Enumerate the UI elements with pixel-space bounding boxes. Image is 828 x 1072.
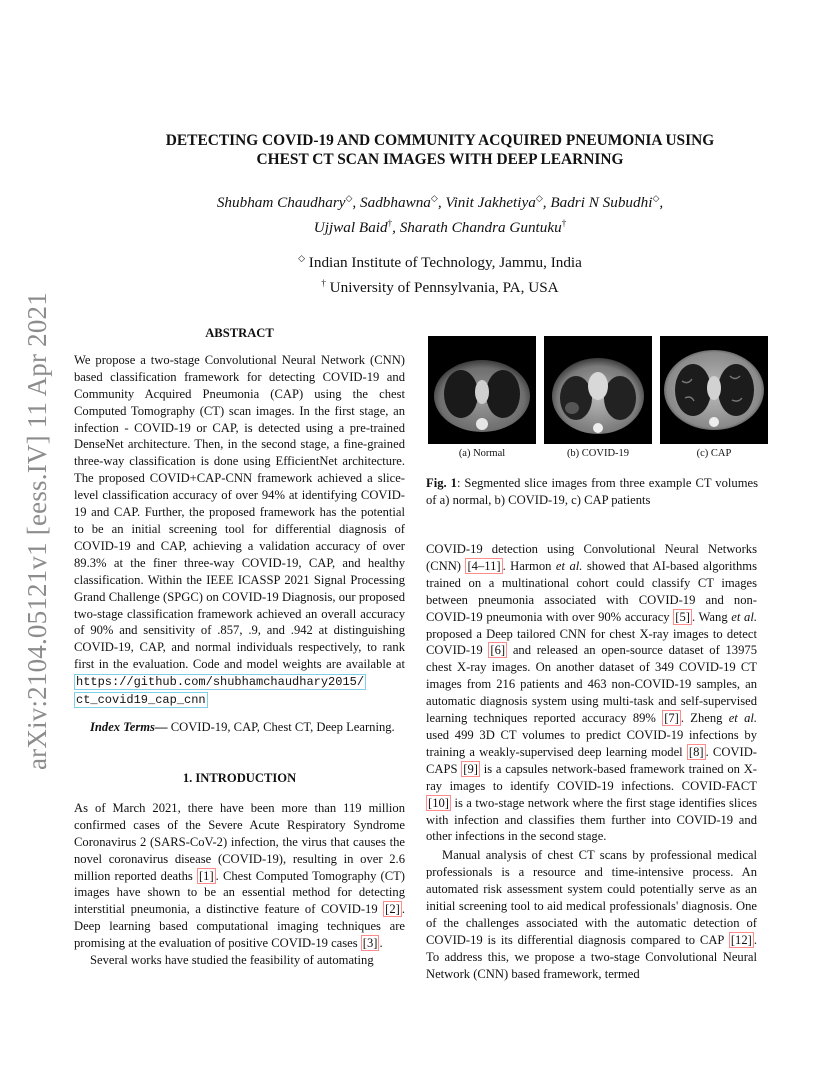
- author-name: Shubham Chaudhary: [216, 194, 346, 211]
- author-name: Badri N Subudhi: [550, 194, 653, 211]
- intro-text: As of March 2021, there have been more than 119 million confirmed cases of the Severe Acute Respiratory Syndrome Coronavirus 2 (SARS-CoV-2) infection, the virus that causes the novel coronavirus disease (COVID-19), resulting in over 2.6 million reported deaths: [74, 800, 405, 883]
- et-al: et al.: [731, 609, 758, 624]
- body-text: showed that AI-based algorithms trained on a multinational cohort could classify CT images between pneumonia associated with COVID-19 and non-COVID-19 pneumonia with over 90% accuracy: [426, 558, 757, 624]
- affiliation-mark: ◇: [345, 193, 353, 203]
- author-line-2: Ujjwal Baid†, Sharath Chandra Guntuku†: [313, 218, 567, 236]
- citation-link[interactable]: [2]: [385, 902, 400, 917]
- body-text: is a capsules network-based framework trained on X-ray images to identify COVID-19 infections. COVID-FACT: [426, 761, 757, 793]
- affiliation-mark: †: [561, 218, 567, 228]
- ct-image-normal: [428, 336, 536, 444]
- citation-link[interactable]: [7]: [664, 711, 679, 726]
- introduction-section: [74, 770, 405, 969]
- code-link-continued[interactable]: ct_covid19_cap_cnn: [76, 693, 206, 708]
- citation-link[interactable]: [5]: [675, 609, 690, 624]
- citation-link[interactable]: [9]: [463, 761, 478, 776]
- title-line-2: CHEST CT SCAN IMAGES WITH DEEP LEARNING: [256, 151, 624, 168]
- affiliation-2: [90, 273, 790, 298]
- affiliation-1: [90, 248, 790, 273]
- related-work-text: [426, 541, 757, 983]
- right-paragraph-2: [426, 847, 757, 982]
- affiliation-text: Indian Institute of Technology, Jammu, India: [308, 254, 582, 271]
- affiliation-text: University of Pennsylvania, PA, USA: [329, 279, 559, 296]
- ct-image-covid19: [544, 336, 652, 444]
- body-text: . COVID-CAPS: [426, 744, 757, 776]
- body-text: proposed a Deep tailored CNN for chest X-ray images to detect COVID-19: [426, 626, 757, 658]
- index-terms-label: Index Terms—: [90, 719, 168, 734]
- citation-link[interactable]: [4–11]: [467, 558, 501, 573]
- body-text: and released an open-source dataset of 13975 chest X-ray images. On another dataset of 349 COVID-19 CT images from 216 patients and 463 non-COVID-19 samples, an automatic diagnosis system using multi-task and self-supervised learning techniques reported accuracy 89%: [426, 643, 757, 726]
- figure-1-images: [428, 336, 768, 444]
- body-text: used 499 3D CT volumes to predict COVID-19 infections by training a weakly-supervised deep learning model: [426, 727, 757, 759]
- affiliation-mark: †: [387, 218, 393, 228]
- intro-text: . Deep learning based computational imaging techniques are promising at the evaluation of positive COVID-19 cases: [74, 902, 405, 951]
- citation-link[interactable]: [1]: [198, 868, 214, 883]
- introduction-heading: 1. INTRODUCTION: [182, 771, 297, 785]
- abstract-section: [74, 325, 405, 736]
- affiliations: [90, 248, 790, 298]
- arxiv-identifier: arXiv:2104.05121v1 [eess.IV] 11 Apr 2021: [22, 292, 52, 770]
- abstract-heading: ABSTRACT: [205, 326, 274, 340]
- body-text: . Wang: [691, 609, 732, 624]
- index-terms: [74, 719, 405, 736]
- intro-text: .: [379, 936, 383, 951]
- intro-paragraph-2: Several works have studied the feasibility of automating: [90, 953, 374, 968]
- figure-label: Fig. 1: [426, 476, 457, 490]
- citation-link[interactable]: [6]: [490, 643, 506, 658]
- citation-link[interactable]: [10]: [428, 795, 449, 810]
- affiliation-mark: ◇: [430, 193, 438, 203]
- affiliation-mark: †: [321, 278, 326, 288]
- author-line-1: Shubham Chaudhary◇, Sadbhawna◇, Vinit Jakhetiya◇, Badri N Subudhi◇,: [216, 193, 664, 211]
- citation-link[interactable]: [3]: [362, 936, 378, 951]
- ct-image-cap: [660, 336, 768, 444]
- affiliation-mark: ◇: [652, 193, 660, 203]
- abstract-body: [74, 352, 405, 709]
- body-text: . Harmon: [502, 558, 556, 573]
- body-text: is a two-stage network where the first stage identifies slices with infection and classifies them further into COVID-19 and other infections in the second stage.: [426, 795, 757, 844]
- affiliation-mark: ◇: [298, 253, 305, 263]
- affiliation-mark: ◇: [535, 193, 543, 203]
- title-line-1: DETECTING COVID-19 AND COMMUNITY ACQUIRED PNEUMONIA USING: [165, 132, 715, 149]
- intro-text: . Chest Computed Tomography (CT) images have shown to be an essential method for detecting interstitial pneumonia, a distinctive feature of COVID-19: [74, 868, 405, 917]
- index-terms-text: COVID-19, CAP, Chest CT, Deep Learning.: [170, 719, 395, 734]
- citation-link[interactable]: [12]: [730, 932, 752, 947]
- citation-link[interactable]: [8]: [688, 744, 704, 759]
- subcaption-normal: (a) Normal: [458, 448, 506, 459]
- paper-title: [90, 131, 790, 169]
- author-name: Vinit Jakhetiya: [445, 194, 536, 211]
- right-paragraph-1: [426, 541, 757, 845]
- body-text: . Zheng: [680, 711, 729, 726]
- subcaption-covid19: (b) COVID-19: [566, 448, 630, 459]
- et-al: et al.: [728, 711, 758, 726]
- author-name: Sadbhawna: [360, 194, 431, 211]
- author-name: Ujjwal Baid: [313, 219, 388, 236]
- body-text: Manual analysis of chest CT scans by professional medical professionals is a resource and time-intensive process. An automated risk assessment system could potentially serve as an initial screening tool to aid medical professionals' diagnosis. One of the challenges associated with the automatic detection of COVID-19 is its differential diagnosis compared to CAP: [426, 848, 757, 947]
- author-name: Sharath Chandra Guntuku: [399, 219, 562, 236]
- body-text: COVID-19 detection using Convolutional Neural Networks (CNN): [426, 542, 757, 573]
- figure-caption-text: : Segmented slice images from three example CT volumes of a) normal, b) COVID-19, c) CAP patients: [426, 476, 758, 507]
- code-link[interactable]: https://github.com/shubhamchaudhary2015/: [76, 675, 365, 690]
- subcaption-cap: (c) CAP: [696, 448, 732, 459]
- author-list: [90, 188, 790, 238]
- body-text: . To address this, we propose a two-stage Convolutional Neural Network (CNN) based framework, termed: [426, 932, 757, 981]
- et-al: et al.: [555, 558, 583, 573]
- intro-paragraph-1: [74, 800, 405, 952]
- figure-1-caption: [426, 475, 758, 509]
- abstract-text: We propose a two-stage Convolutional Neural Network (CNN) based classification framework for detecting COVID-19 and Community Acquired Pneumonia (CAP) using the chest Computed Tomography (CT) scan images. In the first stage, an infection - COVID-19 or CAP, is detected using a pre-trained DenseNet architecture. Then, in the second stage, a fine-grained three-way classification is done using EfficientNet architecture. The proposed COVID+CAP-CNN framework achieved a slice-level classification accuracy of over 94% at identifying COVID-19 and CAP. Further, the proposed framework has the potential to be an initial screening tool for differential diagnosis of COVID-19 and CAP, achieving a validation accuracy of over 89.3% at the finer three-way COVID-19, CAP, and healthy classification. Within the IEEE ICASSP 2021 Signal Processing Grand Challenge (SPGC) on COVID-19 Diagnosis, our proposed two-stage classification framework achieved an overall accuracy of 90% and sensitivity of .857, .9, and .942 at distinguishing COVID-19, CAP, and normal individuals respectively, to rank first in the evaluation. Code and model weights are available at: [74, 352, 405, 672]
